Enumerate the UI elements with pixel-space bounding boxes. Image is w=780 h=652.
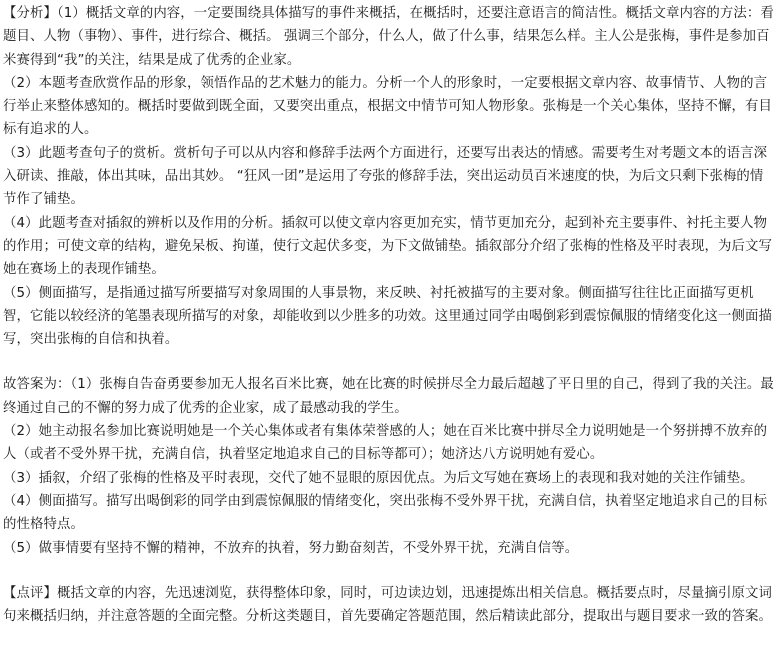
analysis-section: [3, 2, 774, 351]
answer-paragraph-1: 故答案为：（1）张梅自告奋勇要参加无人报名百米比赛，她在比赛的时候拼尽全力最后超越了平日里的自己，得到了我的关注。最终通过自己的不懈的努力成了优秀的企业家，成了最感动我的学生。: [3, 377, 774, 416]
answer-paragraph-4: （4）侧面描写。描写出喝倒彩的同学由到震惊佩服的情绪变化，突出张梅不受外界干扰，充满自信，执着坚定地追求自己的目标的性格特点。: [3, 493, 768, 533]
analysis-paragraph-2: （2）本题考查欣赏作品的形象，领悟作品的艺术魅力的能力。分析一个人的形象时，一定要根据文章内容、故事情节、人物的言行举止来整体感知的。概括时要做到既全面，又要突出重点，根据文中情节可知人物形象。张梅是一个关心集体，坚持不懈，有目标有追求的人。: [3, 75, 772, 138]
comment-section: [3, 582, 774, 629]
section-spacer: [3, 560, 774, 582]
answer-section: [3, 373, 774, 559]
analysis-paragraph-3: （3）此题考查句子的赏析。赏析句子可以从内容和修辞手法两个方面进行，还要写出表达的情感。需要考生对考题文本的语言深入研读、推敲，体出其味，品出其妙。 “狂风一团”是运用了夸张的修辞手法，突出运动员百米速度的快，为后文只剩下张梅的情节作了铺垫。: [3, 145, 768, 208]
answer-paragraph-5: （5）做事情要有坚持不懈的精神，不放弃的执着，努力勤奋刻苦，不受外界干扰，充满自信等。: [3, 540, 579, 556]
analysis-paragraph-1: 【分析】（1）概括文章的内容，一定要围绕具体描写的事件来概括，在概括时，还要注意语言的简洁性。概括文章内容的方法：看题目、人物（事物）、事件，进行综合、概括。 强调三个部分，什么人，做了什么事，结果怎么样。主人公是张梅，事件是参加百米赛得到“我”的关注，结果是成了优秀的企业家。: [3, 6, 774, 68]
comment-paragraph-1: 【点评】概括文章的内容，先迅速浏览，获得整体印象，同时，可边读边划，迅速提炼出相关信息。概括要点时，尽量摘引原文词句来概括归纳，并注意答题的全面完整。分析这类题目，首先要确定答题范围，然后精读此部分，提取出与题目要求一致的答案。: [3, 585, 772, 625]
answer-paragraph-3: （3）插叙，介绍了张梅的性格及平时表现，交代了她不显眼的原因优点。为后文写她在赛场上的表现和我对她的关注作铺垫。: [3, 470, 754, 486]
analysis-paragraph-5: （5）侧面描写，是指通过描写所要描写对象周围的人事景物，来反映、衬托被描写的主要对象。侧面描写往往比正面描写更机智，它能以较经济的笔墨表现所描写的对象，却能收到以少胜多的功效。这里通过同学由喝倒彩到震惊佩服的情绪变化这一侧面描写，突出张梅的自信和执着。: [3, 285, 772, 348]
answer-paragraph-2: （2）她主动报名参加比赛说明她是一个关心集体或者有集体荣誉感的人；她在百米比赛中拼尽全力说明她是一个努拼搏不放弃的人（或者不受外界干扰，充满自信，执着坚定地追求自己的目标等都可）；她济达八方说明她有爱心。: [3, 424, 768, 463]
section-spacer: [3, 351, 774, 373]
analysis-paragraph-4: （4）此题考查对插叙的辨析以及作用的分析。插叙可以使文章内容更加充实，情节更加充分，起到补充主要事件、衬托主要人物的作用；可使文章的结构，避免呆板、拘谨，使行文起伏多变，为下文做铺垫。插叙部分介绍了张梅的性格及平时表现，为后文写她在赛场上的表现作铺垫。: [3, 215, 772, 278]
